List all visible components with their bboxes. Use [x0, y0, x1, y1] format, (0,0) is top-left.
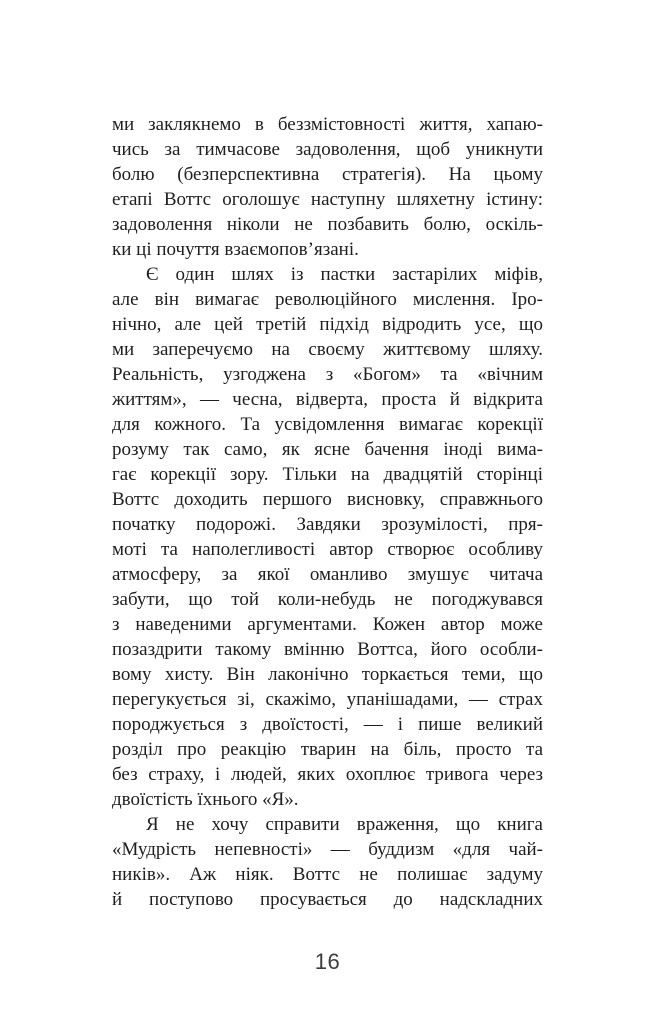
text-line: з наведеними аргументами. Кожен автор може	[112, 614, 543, 635]
text-line: Я не хочу справити враження, що книга	[146, 814, 543, 835]
text-line: й поступово просувається до надскладних	[112, 889, 543, 910]
text-line: перегукується зі, скажімо, упанішадами, — страх	[112, 689, 543, 710]
text-line: позаздрити такому вмінню Воттса, його особли-	[112, 639, 543, 660]
text-line: вому хисту. Він лаконічно торкається теми, що	[112, 664, 543, 685]
text-line: забути, що той коли-небудь не погоджувався	[112, 589, 543, 610]
text-line: ми заклякнемо в беззмістовності життя, хапаю-	[112, 114, 543, 135]
paragraph	[112, 262, 543, 812]
text-line: ми заперечуємо на своєму життєвому шляху.	[112, 339, 543, 360]
text-line: атмосферу, за якої оманливо змушує читача	[112, 564, 543, 585]
text-line: Є один шлях із пастки застарілих міфів,	[146, 264, 543, 285]
text-line: без страху, і людей, яких охоплює тривога через	[112, 764, 543, 785]
paragraph	[112, 112, 543, 262]
text-line: Воттс доходить першого висновку, справжнього	[112, 489, 543, 510]
page-footer	[0, 949, 655, 975]
text-line: життям», — чесна, відверта, проста й відкрита	[112, 389, 543, 410]
text-line: розуму так само, як ясне бачення іноді вима-	[112, 439, 543, 460]
text-line: болю (безперспективна стратегія). На цьому	[112, 164, 543, 185]
text-line: для кожного. Та усвідомлення вимагає корекції	[112, 414, 543, 435]
text-line: двоїстість їхнього «Я».	[112, 789, 299, 810]
paragraph	[112, 812, 543, 912]
text-line: моті та наполегливості автор створює особливу	[112, 539, 543, 560]
text-line: задоволення ніколи не позбавить болю, оскіль-	[112, 214, 543, 235]
page-number: 16	[314, 949, 341, 974]
text-line: ки ці почуття взаємопов’язані.	[112, 239, 359, 260]
text-line: етапі Воттс оголошує наступну шляхетну істину:	[112, 189, 543, 210]
text-line: ників». Аж ніяк. Воттс не полишає задуму	[112, 864, 543, 885]
text-line: нічно, але цей третій підхід відродить усе, що	[112, 314, 543, 335]
text-line: але він вимагає революційного мислення. Іро-	[112, 289, 543, 310]
text-line: початку подорожі. Завдяки зрозумілості, пря-	[112, 514, 543, 535]
page-text	[112, 112, 543, 912]
text-line: гає корекції зору. Тільки на двадцятій сторінці	[112, 464, 543, 485]
text-line: Реальність, узгоджена з «Богом» та «вічним	[112, 364, 543, 385]
text-line: розділ про реакцію тварин на біль, просто та	[112, 739, 543, 760]
text-line: породжується з двоїстості, — і пише великий	[112, 714, 543, 735]
text-line: чись за тимчасове задоволення, щоб уникнути	[112, 139, 543, 160]
text-line: «Мудрість непевності» — буддизм «для чай-	[112, 839, 543, 860]
